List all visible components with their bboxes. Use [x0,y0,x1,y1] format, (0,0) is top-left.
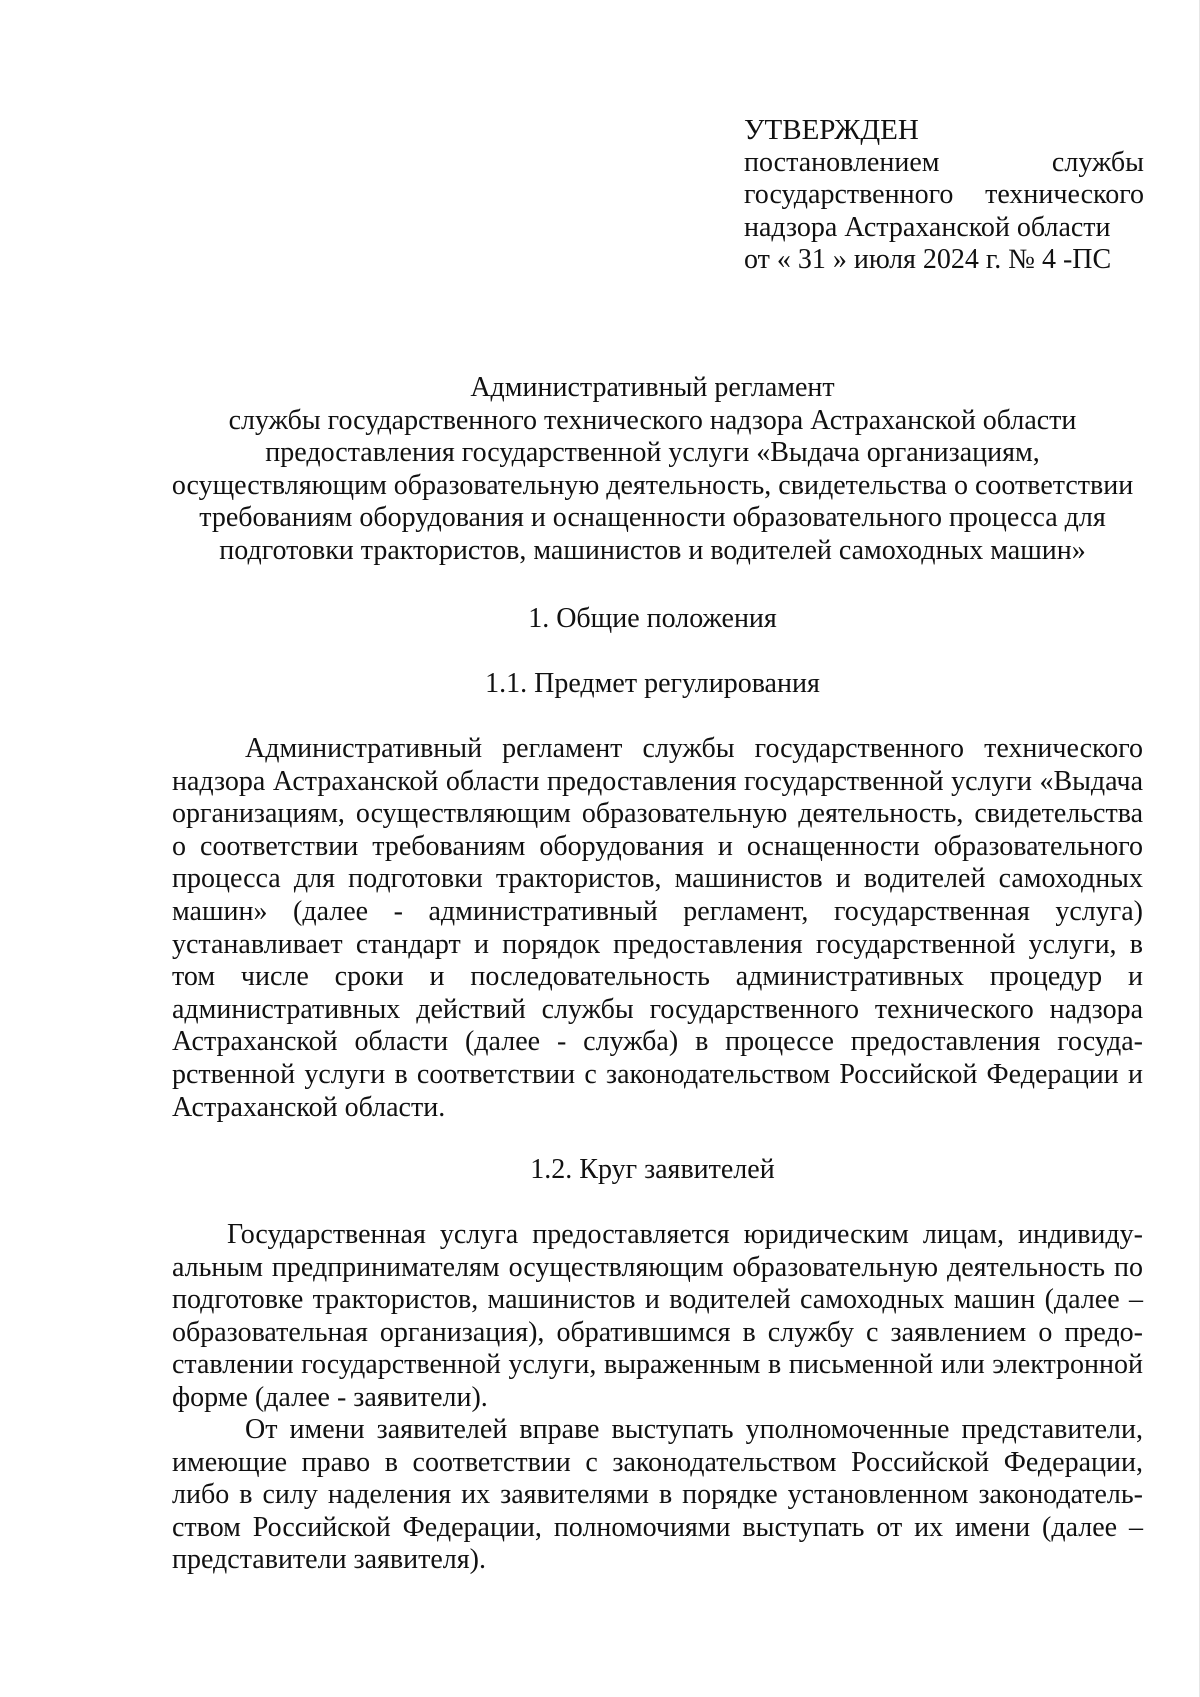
document-title-line: службы государственного технического надзора Астраханской области [228,404,1077,436]
document-title-line: требованиям оборудования и оснащенности образовательного процесса для [199,502,1106,533]
paragraph-subject: Административный регламент службы государственного технического надзора Астраханской области предоставления государственной услуги «Выдача организациям, осуществляющим образовательную деятельность, свидетельства о соответствии требованиям оборудования и оснащенности образовательного процесса для подготовки трактористов, машинистов и водителей самоходных машин» (далее - административный регламент, государственная услуга) устанавливает стандарт и порядок предоставления государственной услуги, в том числе сроки и последовательность административных процедур и административных действий службы государственного технического надзора Астраханской области (далее - служба) в процессе предоставления государственной услуги в соответствии с законодательством Российской Федерации и Астраханской области. [172,733,1143,1123]
approval-date-line: от « 31 » июля 2024 г. № 4 -ПС [744,244,1112,275]
paragraph-applicants: Государственная услуга предоставляется юридическим лицам, индивидуальным предпринимателям осуществляющим образовательную деятельность по подготовке трактористов, машинистов и водителей самоходных машин (далее – образовательная организация), обратившимся в службу с заявлением о предоставлении государственной услуги, выраженным в письменной или электронной форме (далее - заявители). [172,1219,1143,1413]
document-title-line: предоставления государственной услуги «Выдача организациям, [265,437,1040,468]
section-heading-general: 1. Общие положения [528,603,777,634]
document-title-line: Административный регламент [470,372,835,403]
approval-text: постановлением службы государственного технического надзора Астраханской области [744,146,1144,243]
document-title-line: осуществляющим образовательную деятельность, свидетельства о соответствии [171,469,1134,501]
approval-title: УТВЕРЖДЕН [744,114,919,146]
section-heading-applicants: 1.2. Круг заявителей [530,1154,775,1185]
paragraph-representatives: От имени заявителей вправе выступать уполномоченные представители, имеющие право в соответствии с законодательством Российской Федерации, либо в силу наделения их заявителями в порядке установленном законодательством Российской Федерации, полномочиями выступать от их имени (далее – представители заявителя). [172,1414,1143,1576]
approval-stamp [744,114,1144,277]
section-heading-subject: 1.1. Предмет регулирования [485,668,820,699]
document-title [160,372,1145,567]
document-title-line: подготовки трактористов, машинистов и водителей самоходных машин» [219,534,1086,566]
